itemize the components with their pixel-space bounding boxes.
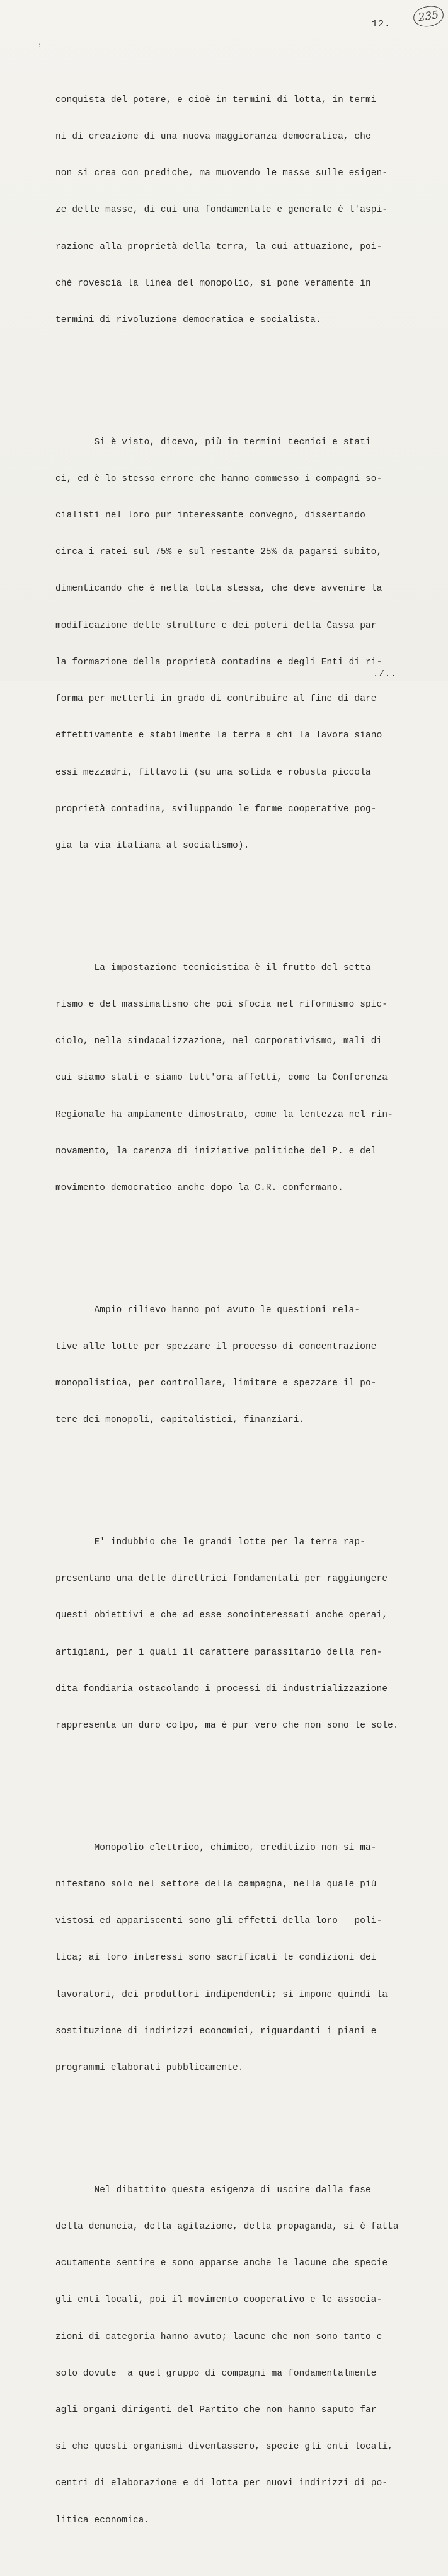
document-body <box>55 45 399 2576</box>
text-line: razione alla proprietà della terra, la cui attuazione, poi- <box>55 241 382 252</box>
text-line: La impostazione tecnicistica è il frutto del setta <box>55 962 371 973</box>
text-line: Si è visto, dicevo, più in termini tecnici e stati <box>55 437 371 448</box>
text-line: Nel dibattito questa esigenza di uscire dalla fase <box>55 2185 371 2195</box>
text-line: rismo e del massimalismo che poi sfocia nel riformismo spic- <box>55 999 388 1010</box>
text-line: questi obiettivi e che ad esse sonointeressati anche operai, <box>55 1610 388 1621</box>
paragraph-7 <box>55 2160 399 2551</box>
text-line: della denuncia, della agitazione, della propaganda, si è fatta <box>55 2221 399 2232</box>
text-line: essi mezzadri, fittavoli (su una solida e robusta piccola <box>55 767 371 778</box>
margin-mark: : <box>38 43 42 50</box>
text-line: la formazione della proprietà contadina e degli Enti di ri- <box>55 657 382 667</box>
text-line: tica; ai loro interessi sono sacrificati le condizioni dei <box>55 1953 377 1963</box>
text-line: chè rovescia la linea del monopolio, si pone veramente in <box>55 278 371 289</box>
text-line: gli enti locali, poi il movimento cooperativo e le associa- <box>55 2295 382 2306</box>
text-line: modificazione delle strutture e dei poteri della Cassa par <box>55 620 377 631</box>
text-line: dita fondiaria ostacolando i processi di industrializzazione <box>55 1684 388 1694</box>
text-line: cialisti nel loro pur interessante convegno, dissertando <box>55 511 366 521</box>
text-line: circa i ratei sul 75% e sul restante 25% da pagarsi subito, <box>55 547 382 558</box>
text-line: gia la via italiana al socialismo). <box>55 841 250 851</box>
text-line: proprietà contadina, sviluppando le forme cooperative pog- <box>55 804 377 814</box>
text-line: vistosi ed appariscenti sono gli effetti della loro poli- <box>55 1916 382 1927</box>
text-line: cui siamo stati e siamo tutt'ora affetti, come la Conferenza <box>55 1073 388 1083</box>
text-line: ze delle masse, di cui una fondamentale e generale è l'aspi- <box>55 205 388 216</box>
text-line: dimenticando che è nella lotta stessa, che deve avvenire la <box>55 584 382 594</box>
text-line: centri di elaborazione e di lotta per nuovi indirizzi di po- <box>55 2478 388 2489</box>
text-line: solo dovute a quel gruppo di compagni ma fondamentalmente <box>55 2368 377 2379</box>
text-line: novamento, la carenza di iniziative politiche del P. e del <box>55 1146 377 1157</box>
paragraph-6 <box>55 1818 396 2099</box>
text-line: lavoratori, dei produttori indipendenti; si impone quindi la <box>55 1989 388 2000</box>
paragraph-5 <box>55 1512 399 1757</box>
paragraph-4 <box>55 1280 396 1452</box>
text-line: termini di rivoluzione democratica e socialista. <box>55 315 321 325</box>
archive-number: 235 <box>417 8 440 25</box>
text-line: acutamente sentire e sono apparse anche le lacune che specie <box>55 2258 388 2269</box>
text-line: rappresenta un duro colpo, ma è pur vero che non sono le sole. <box>55 1721 399 1731</box>
text-line: presentano una delle direttrici fondamentali per raggiungere <box>55 1574 388 1585</box>
text-line: effettivamente e stabilmente la terra a chi la lavora siano <box>55 731 382 741</box>
continuation-mark: ./.. <box>373 669 397 679</box>
text-line: sostituzione di indirizzi economici, riguardanti i piani e <box>55 2026 377 2036</box>
text-line: artigiani, per i quali il carattere parassitario della ren- <box>55 1647 382 1658</box>
page-number: 12. <box>372 19 391 30</box>
text-line: tere dei monopoli, capitalistici, finanziari. <box>55 1415 305 1426</box>
text-line: sì che questi organismi diventassero, specie gli enti locali, <box>55 2442 393 2452</box>
text-line: nifestano solo nel settore della campagna, nella quale più <box>55 1879 377 1890</box>
text-line: litica economica. <box>55 2515 150 2526</box>
archive-number-stamp <box>412 4 445 28</box>
paragraph-1 <box>55 70 396 351</box>
text-line: ci, ed è lo stesso errore che hanno commesso i compagni so- <box>55 473 382 484</box>
text-line: movimento democratico anche dopo la C.R. confermano. <box>55 1182 343 1193</box>
text-line: agli organi dirigenti del Partito che non hanno saputo far <box>55 2405 377 2415</box>
text-line: ni di creazione di una nuova maggioranza democratica, che <box>55 131 371 142</box>
text-line: Ampio rilievo hanno poi avuto le questioni rela- <box>55 1305 360 1315</box>
text-line: tive alle lotte per spezzare il processo di concentrazione <box>55 1341 377 1352</box>
text-line: Monopolio elettrico, chimico, creditizio non si ma- <box>55 1842 377 1853</box>
text-line: Regionale ha ampiamente dimostrato, come la lentezza nel rin- <box>55 1109 393 1120</box>
text-line: zioni di categoria hanno avuto; lacune che non sono tanto e <box>55 2331 382 2342</box>
text-line: monopolistica, per controllare, limitare e spezzare il po- <box>55 1378 377 1389</box>
paragraph-3 <box>55 938 396 1219</box>
text-line: E' indubbio che le grandi lotte per la terra rap- <box>55 1537 366 1547</box>
text-line: ciolo, nella sindacalizzazione, nel corporativismo, mali di <box>55 1036 382 1047</box>
text-line: non si crea con prediche, ma muovendo le masse sulle esigen- <box>55 168 388 179</box>
paragraph-2 <box>55 412 396 877</box>
text-line: conquista del potere, e cioè in termini di lotta, in termi <box>55 95 377 105</box>
text-line: forma per metterli in grado di contribuire al fine di dare <box>55 694 377 705</box>
text-line: programmi elaborati pubblicamente. <box>55 2063 244 2073</box>
